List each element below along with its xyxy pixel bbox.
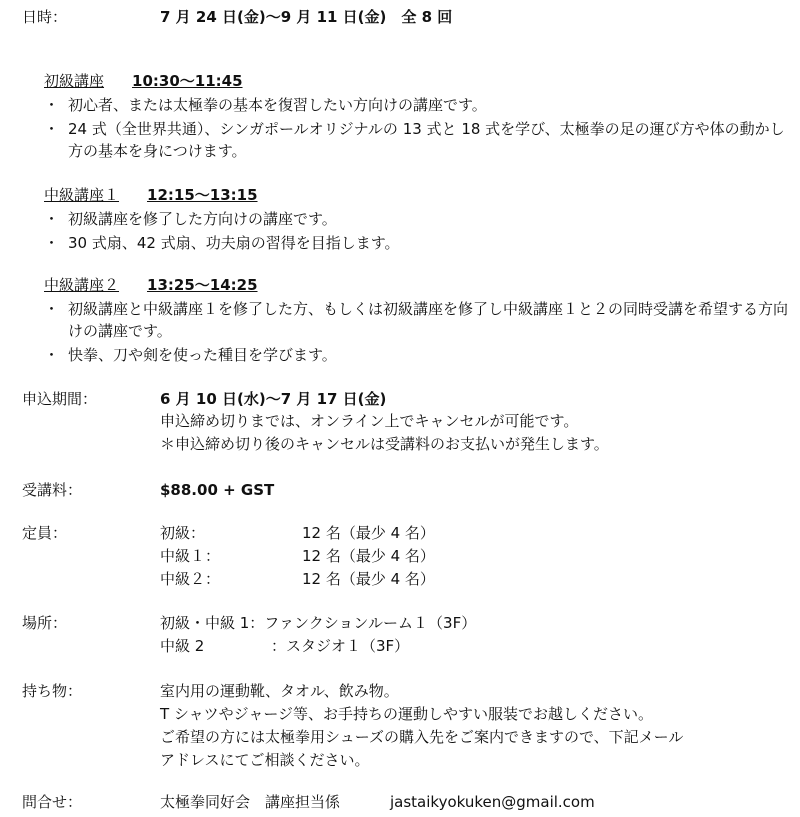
list-item [22, 298, 790, 342]
list-item [22, 232, 790, 254]
bullet-icon: ・ [44, 346, 60, 364]
bullet-icon: ・ [44, 210, 60, 228]
course-beginner-heading [44, 70, 243, 92]
list-item [22, 344, 790, 366]
capacity-level: 初級： [160, 524, 206, 542]
list-item [22, 94, 790, 116]
course-time: 12:15～13:15 [147, 186, 258, 204]
contact-label: 問合せ： [22, 793, 83, 811]
list-item [22, 118, 790, 162]
capacity-value: 12 名（最少 4 名） [302, 524, 435, 542]
belongings-line: アドレスにてご相談ください。 [160, 751, 370, 769]
venue-level: 中級 2 [160, 637, 205, 655]
schedule-label: 日時： [22, 8, 68, 26]
bullet-icon: ・ [44, 234, 60, 252]
venue-label: 場所： [22, 614, 68, 632]
belongings-line: ご希望の方には太極拳用シューズの購入先をご案内できますので、下記メール [160, 728, 684, 746]
application-label: 申込期間： [22, 390, 98, 408]
contact-org: 太極拳同好会 講座担当係 [160, 793, 341, 811]
bullet-icon: ・ [44, 300, 60, 318]
course-title: 初級講座 [44, 72, 105, 90]
bullet-text: 24 式（全世界共通）、シンガポールオリジナルの 13 式と 18 式を学び、太極拳の足の運び方や体の動かし方の基本を身につけます。 [68, 120, 785, 160]
venue-place: ：スタジオ１（3F） [271, 637, 410, 655]
bullet-icon: ・ [44, 120, 60, 138]
capacity-value: 12 名（最少 4 名） [302, 570, 435, 588]
capacity-level: 中級２： [160, 570, 221, 588]
course-intermediate2-heading [44, 274, 258, 296]
application-note: 申込締め切りまでは、オンライン上でキャンセルが可能です。 [160, 412, 579, 430]
fee-label: 受講料： [22, 481, 83, 499]
capacity-level: 中級１： [160, 547, 221, 565]
bullet-text: 初心者、または太極拳の基本を復習したい方向けの講座です。 [68, 96, 487, 114]
capacity-value: 12 名（最少 4 名） [302, 547, 435, 565]
bullet-text: 初級講座を修了した方向けの講座です。 [68, 210, 337, 228]
bullet-text: 快拳、刀や剣を使った種目を学びます。 [68, 346, 337, 364]
bullet-text: 30 式扇、42 式扇、功夫扇の習得を目指します。 [68, 234, 400, 252]
list-item [22, 208, 790, 230]
venue-line: 初級・中級 1：ファンクションルーム１（3F） [160, 614, 477, 632]
bullet-text: 初級講座と中級講座１を修了した方、もしくは初級講座を修了し中級講座１と２の同時受講を希望する方向けの講座です。 [68, 300, 789, 340]
course-title: 中級講座１ [44, 186, 120, 204]
application-period: 6 月 10 日(水)～7 月 17 日(金) [160, 390, 387, 408]
contact-email[interactable]: jastaikyokuken@gmail.com [390, 793, 595, 811]
course-title: 中級講座２ [44, 276, 120, 294]
belongings-label: 持ち物： [22, 682, 83, 700]
capacity-label: 定員： [22, 524, 68, 542]
belongings-line: 室内用の運動靴、タオル、飲み物。 [160, 682, 399, 700]
bullet-icon: ・ [44, 96, 60, 114]
belongings-line: T シャツやジャージ等、お手持ちの運動しやすい服装でお越しください。 [160, 705, 654, 723]
course-intermediate1-heading [44, 184, 258, 206]
fee-value: $88.00 + GST [160, 481, 275, 499]
course-time: 13:25～14:25 [147, 276, 258, 294]
course-time: 10:30～11:45 [132, 72, 243, 90]
application-cancel-note: ＊申込締め切り後のキャンセルは受講料のお支払いが発生します。 [160, 435, 609, 453]
schedule-value: 7 月 24 日(金)～9 月 11 日(金) 全 8 回 [160, 8, 453, 26]
